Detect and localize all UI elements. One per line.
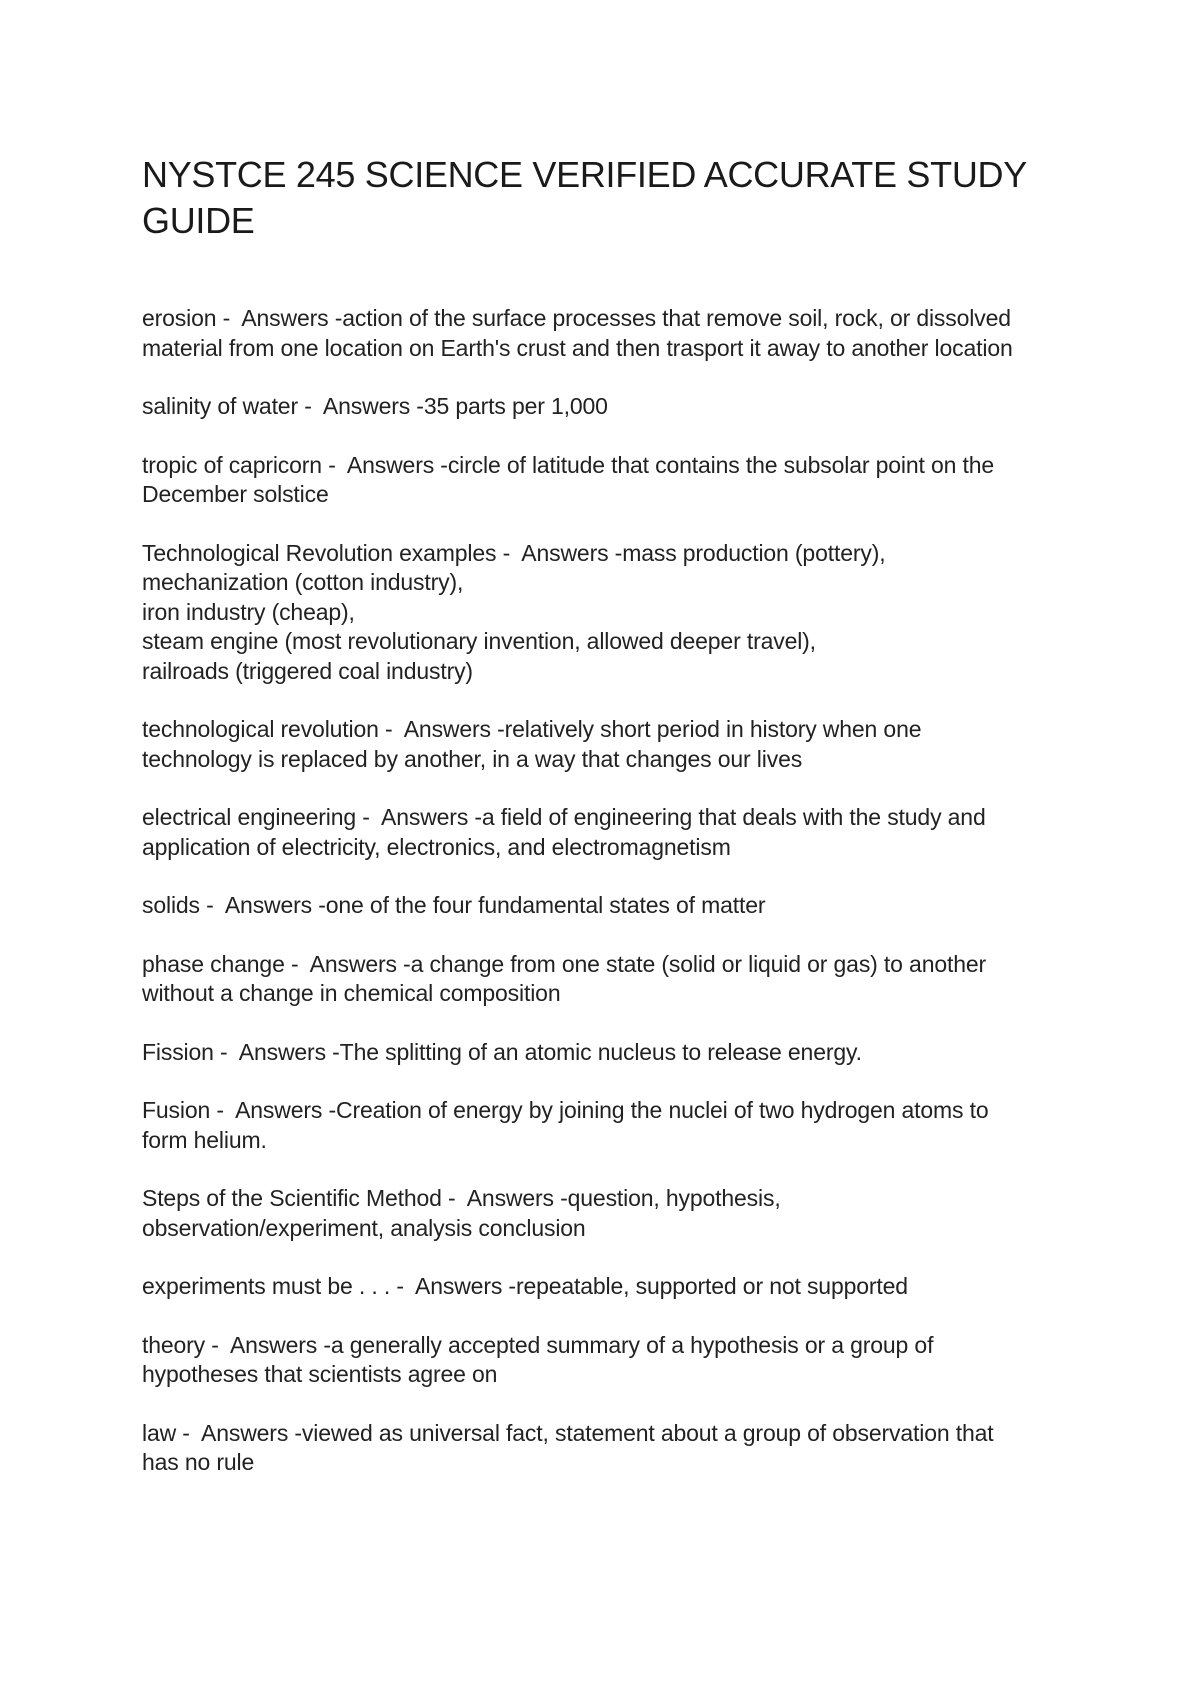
list-item — [142, 1184, 1082, 1243]
entry-line — [142, 833, 1082, 863]
entry-line — [142, 745, 1082, 775]
entry-term: solids — [142, 892, 200, 918]
entry-line — [142, 1331, 1082, 1361]
entry-term: experiments must be . . . — [142, 1273, 391, 1299]
entry-answer-text: relatively short period in history when one — [504, 716, 922, 742]
entry-answer-text: a field of engineering that deals with the study and — [481, 804, 986, 830]
list-item — [142, 950, 1082, 1009]
answer-separator: - Answers - — [216, 305, 343, 331]
entry-term: Fusion — [142, 1097, 211, 1123]
list-item — [142, 392, 1082, 422]
entry-line — [142, 334, 1082, 364]
entry-term: Technological Revolution examples — [142, 539, 497, 566]
list-item — [142, 891, 1082, 921]
entry-line — [142, 1096, 1082, 1126]
entry-term: Fission — [142, 1038, 214, 1065]
entry-answer-text: form helium. — [142, 1126, 267, 1153]
entry-answer-text: December solstice — [142, 481, 329, 507]
list-item — [142, 1096, 1082, 1155]
entry-line — [142, 715, 1082, 745]
entry-line — [142, 392, 1082, 422]
entry-answer-text: hypotheses that scientists agree on — [142, 1361, 498, 1387]
entry-answer-text: Creation of energy by joining the nuclei of two hydrogen atoms to — [336, 1097, 989, 1123]
entry-line — [142, 1448, 1082, 1478]
entry-line — [142, 1214, 1082, 1244]
entry-line — [142, 803, 1082, 833]
list-item — [142, 1038, 1082, 1068]
entry-answer-text: mass production (pottery), — [622, 539, 886, 566]
entry-answer-text: circle of latitude that contains the subsolar point on the — [447, 451, 995, 478]
entry-line — [142, 480, 1082, 510]
entry-answer-text: material from one location on Earth's crust and then trasport it away to another location — [142, 334, 1013, 361]
answer-separator: - Answers - — [441, 1185, 568, 1211]
list-item — [142, 1419, 1082, 1478]
entry-line — [142, 1038, 1082, 1068]
answer-separator: - Answers - — [210, 1097, 336, 1123]
entry-answer-text: The splitting of an atomic nucleus to release energy. — [339, 1038, 862, 1065]
answer-separator: - Answers - — [356, 804, 482, 830]
entry-answer-text: mechanization (cotton industry), — [142, 569, 464, 595]
list-item — [142, 1272, 1082, 1302]
list-item — [142, 1331, 1082, 1390]
entry-line — [142, 451, 1082, 481]
entry-answer-text: 35 parts per 1,000 — [423, 393, 608, 419]
list-item — [142, 715, 1082, 774]
entry-term: electrical engineering — [142, 804, 357, 830]
entry-answer-text: a change from one state (solid or liquid or gas) to another — [410, 950, 987, 977]
answer-separator: - Answers - — [213, 1038, 340, 1065]
answer-separator: - Answers - — [199, 892, 326, 918]
answer-separator: - Answers - — [284, 950, 411, 977]
answer-separator: - Answers - — [496, 539, 623, 566]
entry-answer-text: question, hypothesis, — [567, 1185, 781, 1211]
list-item — [142, 304, 1082, 363]
answer-separator: - Answers - — [205, 1331, 331, 1358]
answer-separator: - Answers - — [378, 716, 505, 742]
entry-line — [142, 979, 1082, 1009]
entry-line — [142, 1184, 1082, 1214]
entry-list — [142, 304, 1082, 1507]
entry-line — [142, 1126, 1082, 1156]
entry-line — [142, 891, 1082, 921]
entry-answer-text: technology is replaced by another, in a way that changes our lives — [142, 745, 803, 772]
entry-answer-text: iron industry (cheap), — [142, 598, 355, 625]
entry-answer-text: railroads (triggered coal industry) — [142, 657, 473, 684]
entry-line — [142, 304, 1082, 334]
list-item — [142, 539, 1082, 687]
answer-separator: - Answers - — [176, 1419, 302, 1446]
entry-term: Steps of the Scientific Method — [142, 1185, 442, 1211]
answer-separator: - Answers - — [321, 451, 448, 478]
entry-answer-text: a generally accepted summary of a hypothesis or a group of — [330, 1331, 934, 1358]
entry-answer-text: application of electricity, electronics, and electromagnetism — [142, 833, 731, 860]
entry-term: theory — [142, 1331, 206, 1358]
answer-separator: - Answers - — [390, 1273, 516, 1299]
entry-line — [142, 657, 1082, 687]
page-title: NYSTCE 245 SCIENCE VERIFIED ACCURATE STUDY GUIDE — [142, 154, 1027, 241]
entry-line — [142, 1419, 1082, 1449]
entry-term: law — [142, 1419, 177, 1446]
entry-term: phase change — [142, 950, 285, 977]
entry-line — [142, 1272, 1082, 1302]
entry-term: technological revolution — [142, 716, 379, 742]
entry-term: tropic of capricorn — [142, 451, 322, 478]
entry-line — [142, 568, 1082, 598]
list-item — [142, 803, 1082, 862]
entry-answer-text: action of the surface processes that remove soil, rock, or dissolved — [342, 305, 1011, 331]
entry-answer-text: one of the four fundamental states of matter — [325, 892, 766, 918]
entry-line — [142, 627, 1082, 657]
entry-line — [142, 950, 1082, 980]
entry-answer-text: observation/experiment, analysis conclusion — [142, 1214, 586, 1241]
entry-term: erosion — [142, 305, 217, 331]
entry-answer-text: repeatable, supported or not supported — [515, 1273, 908, 1299]
answer-separator: - Answers - — [297, 393, 424, 419]
entry-answer-text: without a change in chemical composition — [142, 980, 561, 1006]
list-item — [142, 451, 1082, 510]
entry-term: salinity of water — [142, 393, 298, 419]
entry-answer-text: steam engine (most revolutionary invention, allowed deeper travel), — [142, 628, 816, 654]
entry-answer-text: has no rule — [142, 1449, 255, 1475]
entry-answer-text: viewed as universal fact, statement about a group of observation that — [301, 1419, 994, 1446]
entry-line — [142, 1360, 1082, 1390]
entry-line — [142, 539, 1082, 569]
entry-line — [142, 598, 1082, 628]
